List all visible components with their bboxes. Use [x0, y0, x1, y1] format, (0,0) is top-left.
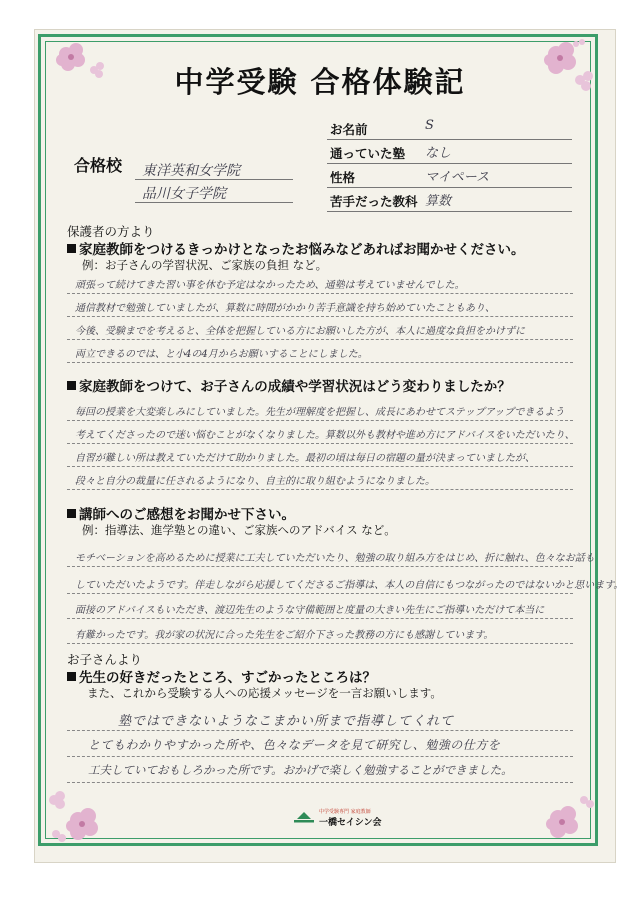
answer-rule	[67, 489, 573, 490]
answer-line: 段々と自分の裁量に任されるようになり、自主的に取り組むようになりました。	[75, 476, 435, 487]
answer-line: 両立できるのでは、と小4の4月からお願いすることにしました。	[75, 349, 368, 360]
profile-label: 性格	[330, 170, 356, 185]
answer-rule	[67, 643, 573, 644]
answer-rule	[67, 730, 573, 731]
page-title: 中学受験 合格体験記	[174, 65, 466, 99]
answer-rule	[67, 618, 573, 619]
profile-value-juku: なし	[425, 146, 452, 161]
footer-logo	[293, 808, 382, 828]
answer-line: 今後、受験までを考えると、全体を把握している方にお願いした方が、本人に過度な負担をかけずに	[75, 326, 525, 337]
question-1: 家庭教師をつけるきっかけとなったお悩みなどあればお聞かせください。	[67, 238, 525, 258]
answer-rule	[67, 362, 573, 363]
footer-tagline: 中学受験専門 家庭教師	[319, 809, 371, 815]
school-label: 合格校	[74, 156, 123, 175]
answer-line: 面接のアドバイスもいただき、渡辺先生のような守備範囲と度量の大きい先生にご指導いただけて本当に	[75, 605, 545, 616]
question-4-example: また、これから受験する人への応援メッセージを一言お願いします。	[87, 686, 442, 700]
question-1-example: 例：お子さんの学習状況、ご家族の負担 など。	[82, 258, 328, 272]
answer-rule	[67, 293, 573, 294]
answer-rule	[67, 566, 573, 567]
profile-line	[327, 139, 572, 140]
answer-line: 工夫していておもしろかった所です。おかげで楽しく勉強することができました。	[88, 763, 513, 777]
answer-rule	[67, 782, 573, 783]
child-heading: お子さんより	[67, 652, 143, 667]
school-line	[135, 202, 293, 203]
answer-line: 通信教材で勉強していましたが、算数に時間がかかり苦手意識を持ち始めていたこともあり、	[75, 303, 495, 314]
answer-line: 毎回の授業を大変楽しみにしていました。先生が理解度を把握し、成長にあわせてステップアップできるよう	[75, 407, 565, 418]
flower-corner-icon	[540, 790, 596, 845]
answer-rule	[67, 466, 573, 467]
square-bullet-icon	[67, 672, 76, 681]
square-bullet-icon	[67, 244, 76, 253]
answer-line: 有難かったです。我が家の状況に合った先生をご紹介下さった教務の方にも感謝しています。	[75, 630, 494, 641]
square-bullet-icon	[67, 381, 76, 390]
answer-line: 考えてくださったので迷い悩むことがなくなりました。算数以外も教材や進め方にアドバイスをいただいたり、	[75, 430, 575, 441]
footer-brand: 一橋セイシン会	[319, 818, 382, 828]
answer-line: とてもわかりやすかった所や、色々なデータを見て研究し、勉強の仕方を	[88, 738, 501, 752]
answer-rule	[67, 443, 573, 444]
answer-rule	[67, 756, 573, 757]
profile-line	[327, 211, 572, 212]
question-2: 家庭教師をつけて、お子さんの成績や学習状況はどう変わりましたか？	[67, 375, 511, 395]
flower-corner-icon	[44, 790, 114, 850]
profile-line	[327, 163, 572, 164]
profile-value-weak-subject: 算数	[425, 194, 452, 209]
question-3: 講師へのご感想をお聞かせ下さい。	[67, 503, 295, 523]
profile-label: 苦手だった教科	[330, 194, 418, 209]
profile-line	[327, 187, 572, 188]
answer-line: モチベーションを高めるために授業に工夫していただいたり、勉強の取り組み方をはじめ、折に触れ、色々なお話も	[75, 553, 595, 564]
answer-line: 頑張って続けてきた習い事を休む予定はなかったため、通塾は考えていませんでした。	[75, 280, 465, 291]
profile-value-personality: マイペース	[425, 170, 490, 185]
parent-heading: 保護者の方より	[67, 224, 155, 239]
logo-mark-icon	[293, 811, 315, 825]
answer-rule	[67, 316, 573, 317]
answer-rule	[67, 593, 573, 594]
question-3-example: 例：指導法、進学塾との違い、ご家族へのアドバイス など。	[82, 523, 396, 537]
profile-label: 通っていた塾	[330, 146, 406, 161]
answer-line: 自習が難しい所は教えていただけて助かりました。最初の頃は毎日の宿題の量が決まっていましたが、	[75, 453, 535, 464]
profile-label: お名前	[330, 122, 368, 137]
square-bullet-icon	[67, 509, 76, 518]
question-4: 先生の好きだったところ、すごかったところは？	[67, 666, 376, 686]
answer-line: 塾ではできないようなこまかい所まで指導してくれて	[118, 714, 455, 729]
school-line	[135, 179, 293, 180]
school-name: 東洋英和女学院	[142, 163, 240, 179]
answer-rule	[67, 339, 573, 340]
profile-value-name: S	[425, 118, 434, 133]
answer-line: していただいたようです。伴走しながら応援してくださるご指導は、本人の自信にもつながったのではないかと思います。	[75, 580, 624, 591]
answer-rule	[67, 420, 573, 421]
school-name: 品川女子学院	[142, 186, 226, 202]
